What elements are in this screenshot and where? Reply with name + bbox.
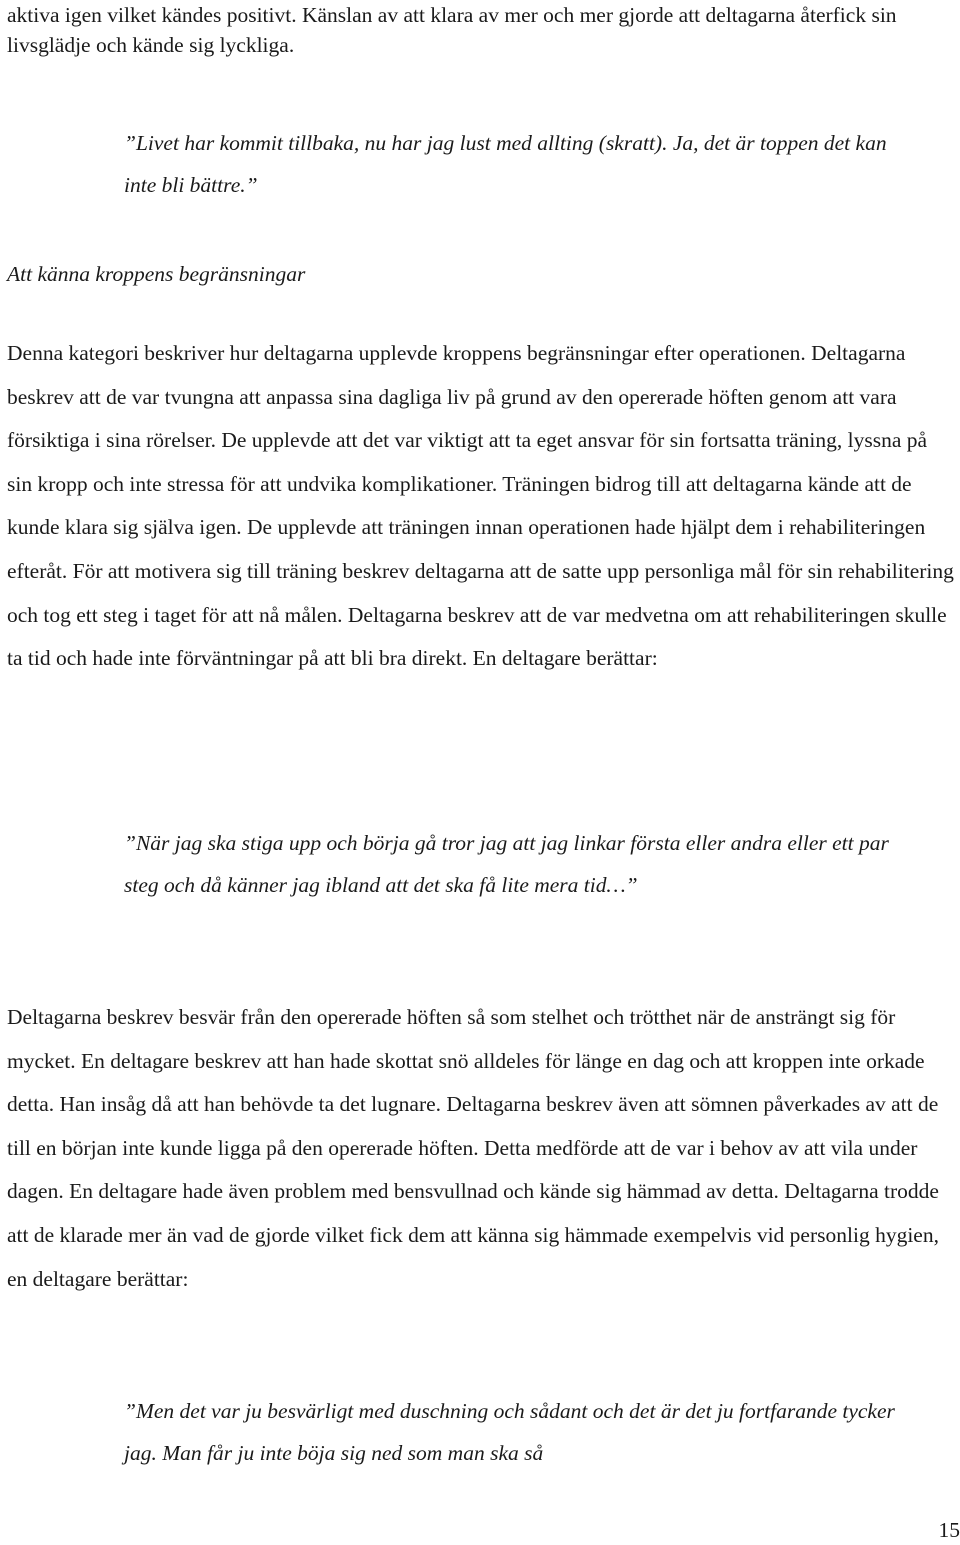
quote-2: ”När jag ska stiga upp och börja gå tror jag att jag linkar första eller andra eller ett par steg och då känner jag ibland att det ska få lite mera tid…” [124, 831, 889, 897]
page-number: 15 [938, 1518, 960, 1542]
quote-1: ”Livet har kommit tillbaka, nu har jag lust med allting (skratt). Ja, det är toppen det kan inte bli bättre.” [124, 131, 887, 197]
paragraph-1: Denna kategori beskriver hur deltagarna upplevde kroppens begränsningar efter operationen. Deltagarna beskrev att de var tvungna att anpassa sina dagliga liv på grund av den opererade höften genom att vara försiktiga i sina rörelser. De upplevde att det var viktigt att ta eget ansvar för sin fortsatta träning, lyssna på sin kropp och inte stressa för att undvika komplikationer. Träningen bidrog till att deltagarna kände att de kunde klara sig själva igen. De upplevde att träningen innan operationen hade hjälpt dem i rehabiliteringen efteråt. För att motivera sig till träning beskrev deltagarna att de satte upp personliga mål för sin rehabilitering och tog ett steg i taget för att nå målen. Deltagarna beskrev att de var medvetna om att rehabiliteringen skulle ta tid och hade inte förväntningar på att bli bra direkt. En deltagare berättar: [7, 341, 954, 671]
paragraph-2: Deltagarna beskrev besvär från den opererade höften så som stelhet och trötthet när de ansträngt sig för mycket. En deltagare beskrev att han hade skottat snö alldeles för länge en dag och att kroppen inte orkade detta. Han insåg då att han behövde ta det lugnare. Deltagarna beskrev även att sömnen påverkades av att de till en början inte kunde ligga på den opererade höften. Detta medförde att de var i behov av att vila under dagen. En deltagare hade även problem med bensvullnad och kände sig hämmad av detta. Deltagarna trodde att de klarade mer än vad de gjorde vilket fick dem att känna sig hämmade exempelvis vid personlig hygien, en deltagare berättar: [7, 1005, 939, 1291]
intro-paragraph: aktiva igen vilket kändes positivt. Känslan av att klara av mer och mer gjorde att deltagarna återfick sin livsglädje och kände sig lyckliga. [7, 3, 897, 57]
quote-3: ”Men det var ju besvärligt med duschning och sådant och det är det ju fortfarande tycker jag. Man får ju inte böja sig ned som man ska så [124, 1399, 895, 1465]
section-heading: Att känna kroppens begränsningar [7, 262, 306, 286]
